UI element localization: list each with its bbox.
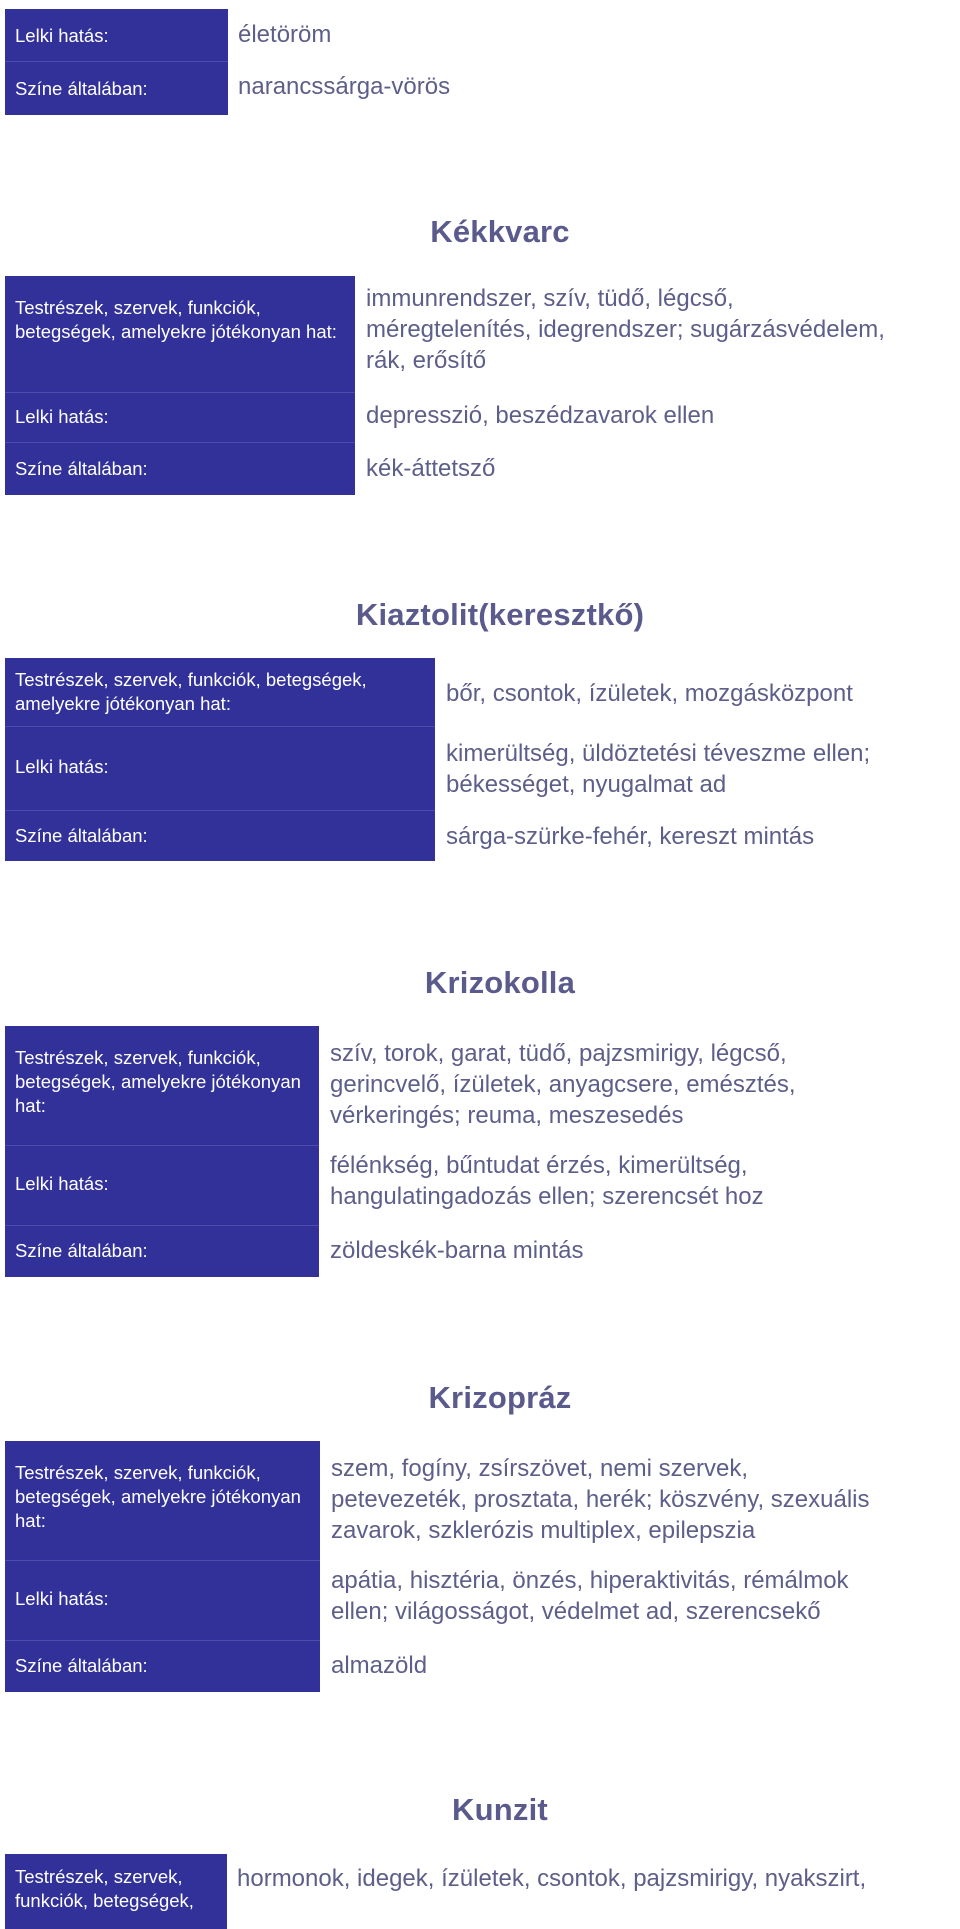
section-title: Kunzit <box>452 1792 548 1827</box>
section-title: Krizokolla <box>424 965 576 1000</box>
value-testreszek: szív, torok, garat, tüdő, pajzsmirigy, légcső, gerincvelő, ízületek, anyagcsere, emésztés, vérkeringés; reuma, meszesedés <box>330 1040 796 1129</box>
value-lelki-hatas: félénkség, bűntudat érzés, kimerültség, hangulatingadozás ellen; szerencsét hoz <box>330 1152 764 1210</box>
label-szine: Színe általában: <box>15 458 148 479</box>
section-title: Krizopráz <box>428 1380 572 1415</box>
label-column <box>5 1026 319 1277</box>
label-column <box>5 658 435 861</box>
value-lelki-hatas: kimerültség, üldöztetési téveszme ellen; békességet, nyugalmat ad <box>446 740 871 798</box>
label-column <box>5 9 228 115</box>
label-lelki-hatas: Lelki hatás: <box>5 9 228 62</box>
value-testreszek: szem, fogíny, zsírszövet, nemi szervek, petevezeték, prosztata, herék; köszvény, szexuális zavarok, szklerózis multiplex, epilepszia <box>331 1455 870 1544</box>
label-column <box>5 1854 227 1929</box>
label-szine: Színe általában: <box>15 1655 148 1676</box>
label-testreszek: Testrészek, szervek, funkciók, betegségek, amelyekre jótékonyan hat: <box>5 1026 319 1146</box>
section-title: Kiaztolit(keresztkő) <box>355 597 645 632</box>
value-testreszek: bőr, csontok, ízületek, mozgásközpont <box>446 680 853 707</box>
value-lelki-hatas: depresszió, beszédzavarok ellen <box>366 402 715 429</box>
label-lelki-hatas: Lelki hatás: <box>5 1561 320 1641</box>
label-column <box>5 276 355 495</box>
label-lelki-hatas: Lelki hatás: <box>5 393 355 443</box>
value-szine: kék-áttetsző <box>366 455 496 482</box>
label-testreszek: Testrészek, szervek, funkciók, betegségek, amelyekre jótékonyan hat: <box>5 1441 320 1561</box>
label-testreszek: Testrészek, szervek, funkciók, betegségek, amelyekre jótékonyan hat: <box>5 658 435 727</box>
label-szine: Színe általában: <box>15 1240 148 1261</box>
label-testreszek: Testrészek, szervek, funkciók, betegségek, amelyekre jótékonyan hat: <box>5 276 355 393</box>
label-lelki-hatas: Lelki hatás: <box>5 727 435 811</box>
label-column <box>5 1441 320 1692</box>
label-szine: Színe általában: <box>15 825 148 846</box>
value-testreszek: immunrendszer, szív, tüdő, légcső, méregtelenítés, idegrendszer; sugárzásvédelem, rák, erősítő <box>366 285 885 374</box>
value-szine: sárga-szürke-fehér, kereszt mintás <box>446 823 815 850</box>
section-title: Kékkvarc <box>430 214 570 249</box>
value-szine: almazöld <box>331 1652 428 1679</box>
value-lelki-hatas: apátia, hisztéria, önzés, hiperaktivitás, rémálmok ellen; világosságot, védelmet ad, szerencsekő <box>331 1567 849 1625</box>
value-testreszek: hormonok, idegek, ízületek, csontok, pajzsmirigy, nyakszirt, <box>237 1865 867 1892</box>
label-szine: Színe általában: <box>15 78 148 99</box>
value-lelki-hatas: életöröm <box>238 21 332 48</box>
value-szine: zöldeskék-barna mintás <box>330 1237 584 1264</box>
value-szine: narancssárga-vörös <box>238 73 451 100</box>
label-lelki-hatas: Lelki hatás: <box>5 1146 319 1226</box>
label-testreszek: Testrészek, szervek, funkciók, betegségek, <box>15 1866 194 1911</box>
